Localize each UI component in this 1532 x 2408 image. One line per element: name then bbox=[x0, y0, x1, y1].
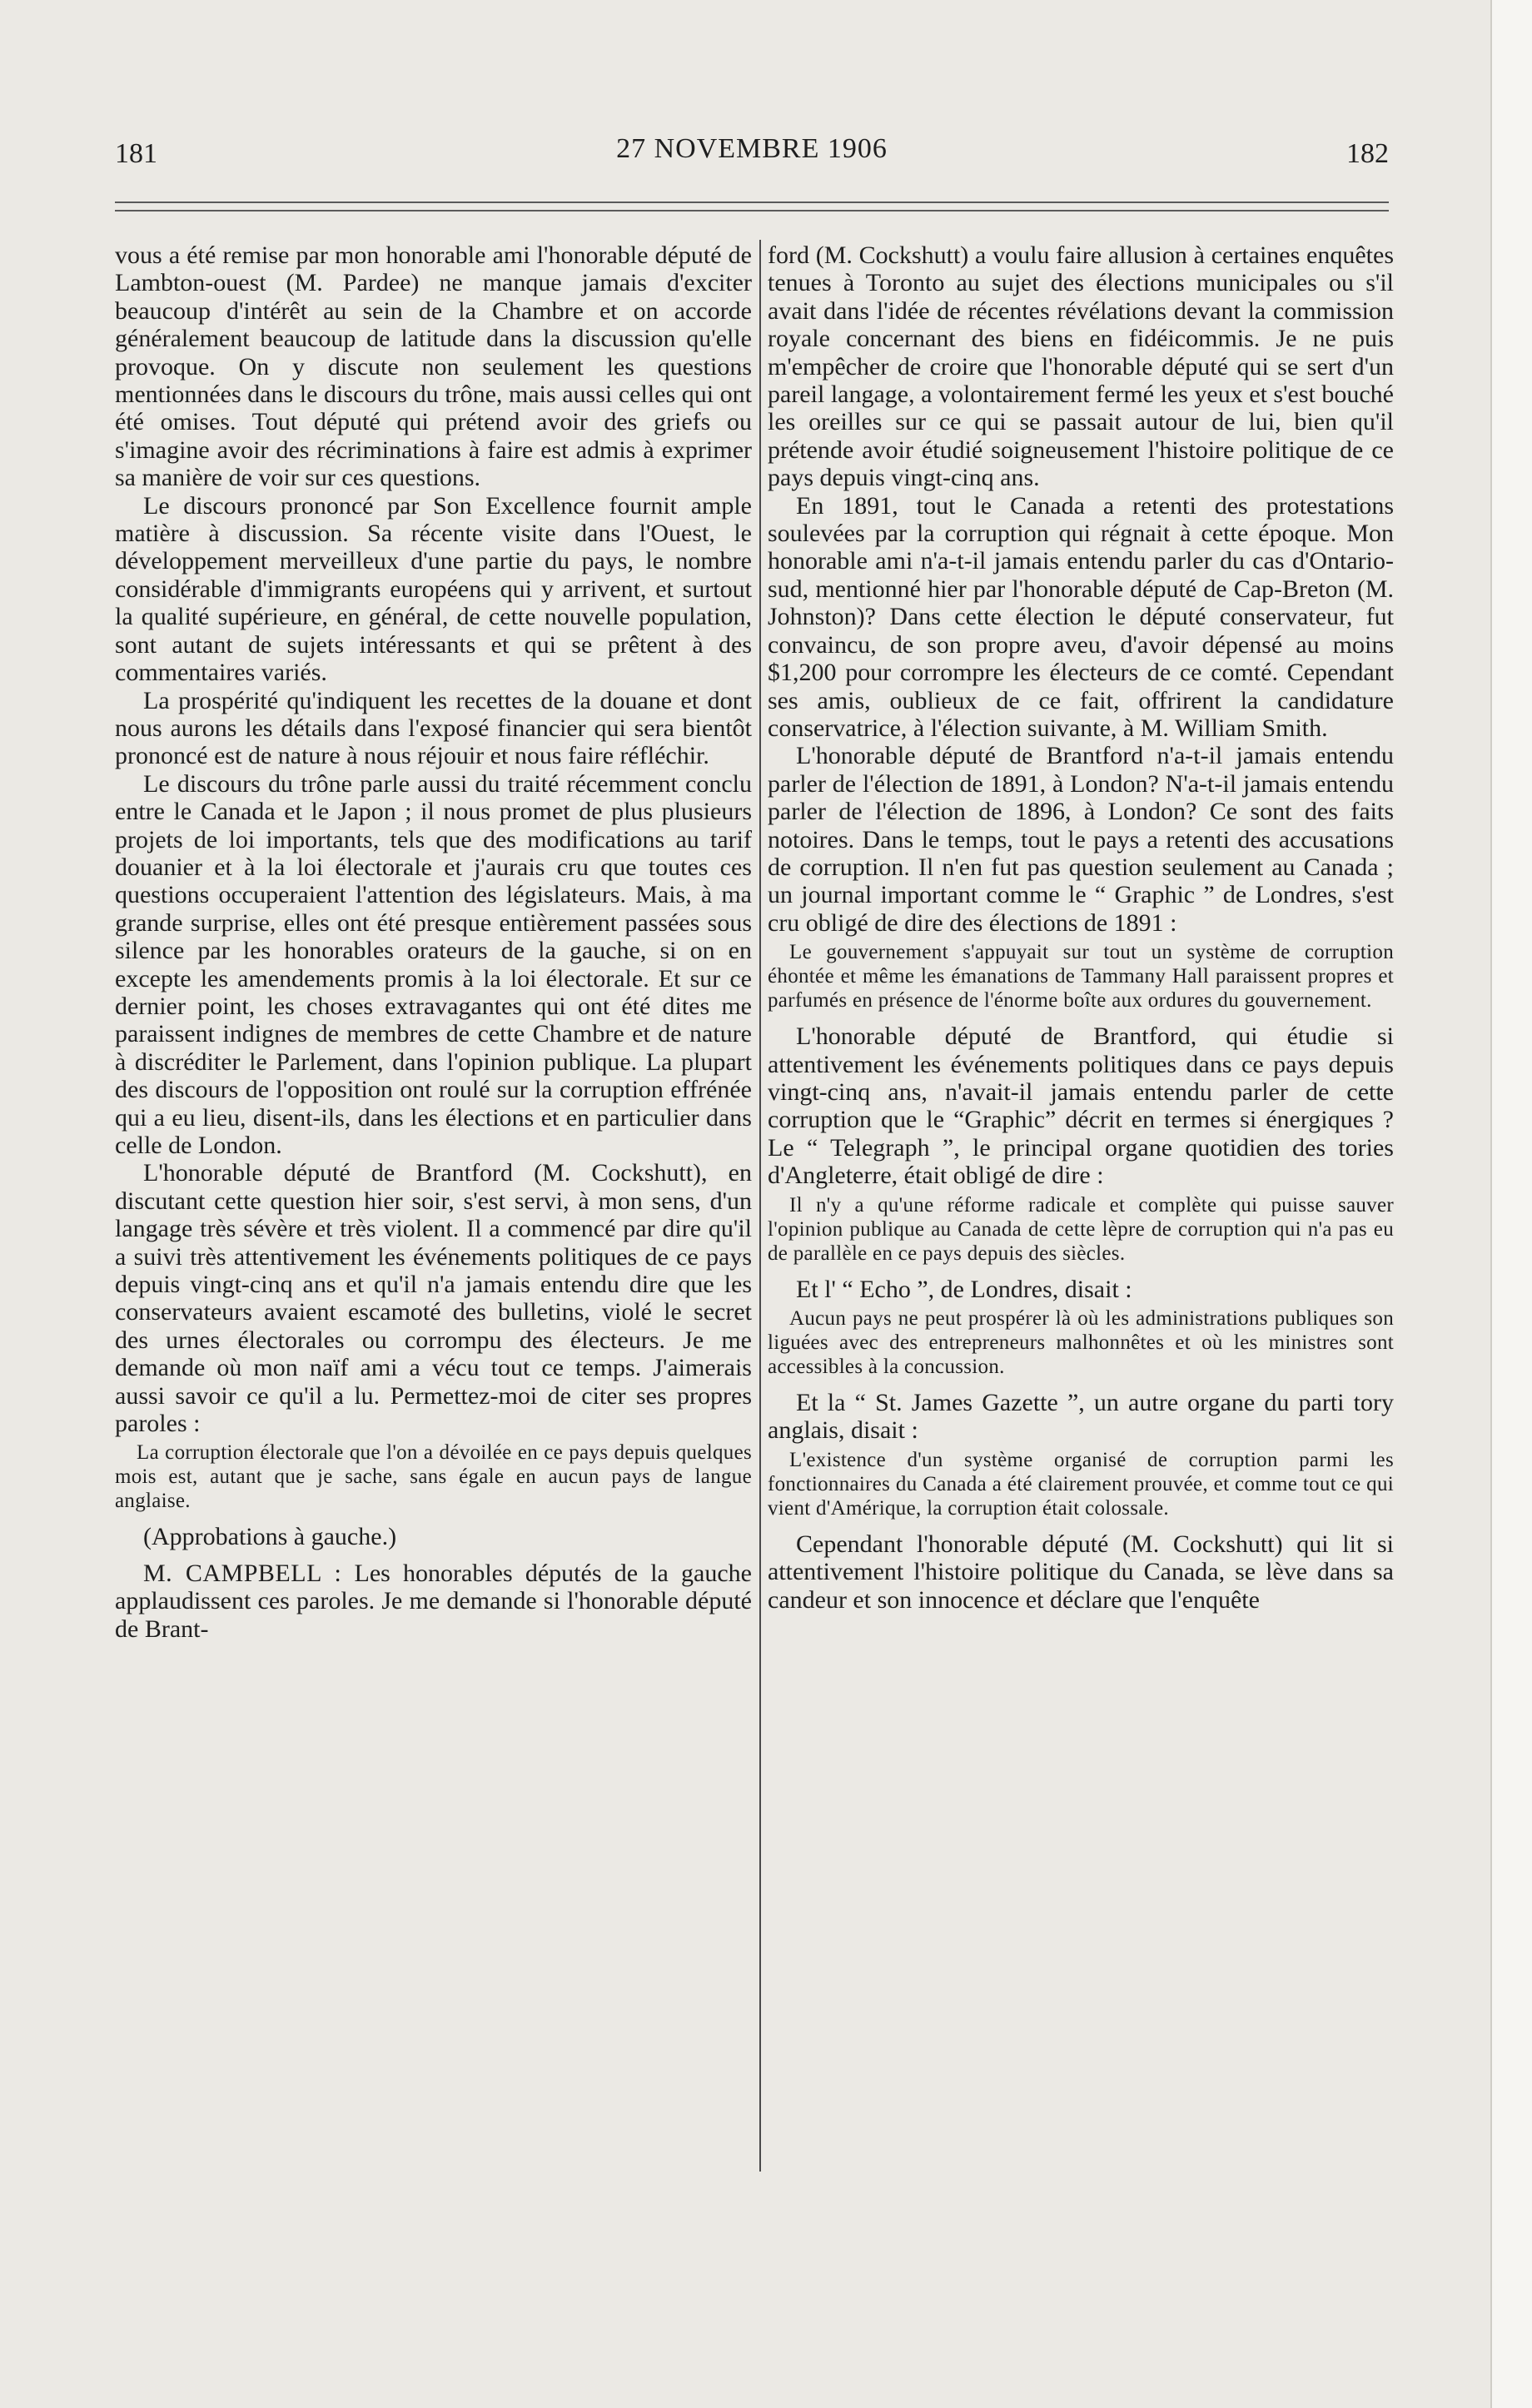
page-header bbox=[115, 133, 1389, 175]
page-number-right: 182 bbox=[1346, 138, 1389, 169]
paragraph: vous a été remise par mon honorable ami l'honorable député de Lambton-ouest (M. Pardee) ne manque jamais d'exciter beaucoup d'intérêt au sein de la Chambre et on accorde généralement beaucoup de latitude dans la discussion qu'elle provoque. On y discute non seulement les questions mentionnées dans le discours du trône, mais aussi celles qui ont été omises. Tout député qui prétend avoir des griefs ou s'imagine avoir des récriminations à faire est admis à exprimer sa manière de voir sur ces questions. bbox=[115, 241, 752, 492]
paragraph: Et l' “ Echo ”, de Londres, disait : bbox=[796, 1275, 1132, 1303]
paragraph: ford (M. Cockshutt) a voulu faire allusion à certaines enquêtes tenues à Toronto au sujet des élections municipales ou s'il avait dans l'idée de récentes révélations devant la commission royale concernant des biens en fidéicommis. Je ne puis m'empêcher de croire que l'honorable député qui se sert d'un pareil langage, a volontairement fermé les yeux et s'est bouché les oreilles sur ce qui se passait autour de lui, bien qu'il prétende avoir étudié soigneusement l'histoire politique de ce pays depuis vingt-cinq ans. bbox=[768, 241, 1394, 492]
header-rule-top bbox=[115, 201, 1389, 203]
page-number-left: 181 bbox=[115, 138, 157, 169]
quotation: Il n'y a qu'une réforme radicale et complète qui puisse sauver l'opinion publique au Canada de cette lèpre de corruption qui n'a pas eu de parallèle en ce pays depuis des siècles. bbox=[768, 1193, 1394, 1265]
left-column bbox=[115, 241, 752, 1643]
column-divider bbox=[759, 240, 761, 2172]
paragraph: La prospérité qu'indiquent les recettes de la douane et dont nous aurons les détails dans l'exposé financier qui sera bientôt prononcé est de nature à nous réjouir et nous faire réfléchir. bbox=[115, 686, 752, 770]
speech-text: Les honorables députés de la gauche applaudissent ces paroles. Je me demande si l'honorable député de Brant- bbox=[115, 1559, 753, 1643]
quotation: L'existence d'un système organisé de corruption parmi les fonctionnaires du Canada a été clairement prouvée, et comme tout ce qui vient d'Amérique, la corruption était colossale. bbox=[768, 1448, 1394, 1520]
speaker-paragraph bbox=[115, 1560, 752, 1643]
paragraph: L'honorable député de Brantford, qui étudie si attentivement les événements politiques dans ce pays depuis vingt-cinq ans, n'avait-il jamais entendu parler de cette corruption que le “Graphic” décrit en termes si énergiques ? Le “ Telegraph ”, le principal organe quotidien des tories d'Angleterre, était obligé de dire : bbox=[768, 1022, 1394, 1190]
right-column bbox=[768, 241, 1394, 1614]
quotation: Aucun pays ne peut prospérer là où les administrations publiques son liguées avec des entrepreneurs malhonnêtes et où les ministres sont accessibles à la concussion. bbox=[768, 1307, 1394, 1378]
header-date-title: 27 NOVEMBRE 1906 bbox=[616, 133, 888, 164]
quotation: Le gouvernement s'appuyait sur tout un système de corruption éhontée et même les émanations de Tammany Hall paraissent propres et parfumés en présence de l'énorme boîte aux ordures du gouvernement. bbox=[768, 941, 1394, 1012]
paragraph: Et la “ St. James Gazette ”, un autre organe du parti tory anglais, disait : bbox=[768, 1389, 1394, 1445]
paragraph: Le discours prononcé par Son Excellence fournit ample matière à discussion. Sa récente visite dans l'Ouest, le développement merveilleux d'une partie du pays, le nombre considérable d'immigrants européens qui y arrivent, et surtout la qualité supérieure, en général, de cette nouvelle population, sont autant de sujets intéressants et qui se prêtent à des commentaires variés. bbox=[115, 491, 752, 687]
paragraph: Cependant l'honorable député (M. Cockshutt) qui lit si attentivement l'histoire politique du Canada, se lève dans sa candeur et son innocence et déclare que l'enquête bbox=[768, 1530, 1394, 1614]
page-edge-margin bbox=[1490, 0, 1532, 2408]
paragraph: L'honorable député de Brantford (M. Cockshutt), en discutant cette question hier soir, s'est servi, à mon sens, d'un langage très sévère et très violent. Il a commencé par dire qu'il a suivi très attentivement les événements politiques de ce pays depuis vingt-cinq ans et qu'il n'a jamais entendu dire que les conservateurs avaient escamoté des bulletins, violé le secret des urnes électorales ou corrompu des électeurs. Je me demande où mon naïf ami a vécu tout ce temps. J'aimerais aussi savoir ce qu'il a lu. Permettez-moi de citer ses propres paroles : bbox=[115, 1159, 752, 1438]
quotation: La corruption électorale que l'on a dévoilée en ce pays depuis quelques mois est, autant que je sache, sans égale en aucun pays de langue anglaise. bbox=[115, 1441, 752, 1513]
speaker-name: M. CAMPBELL : bbox=[143, 1559, 342, 1587]
header-rule-bottom bbox=[115, 210, 1389, 211]
stage-direction: (Approbations à gauche.) bbox=[143, 1523, 397, 1551]
paragraph: En 1891, tout le Canada a retenti des protestations soulevées par la corruption qui régnait à cette époque. Mon honorable ami n'a-t-il jamais entendu parler du cas d'Ontario-sud, mentionné hier par l'honorable député de Cap-Breton (M. Johnston)? Dans cette élection le député conservateur, fut convaincu, de son propre aveu, d'avoir dépensé au moins $1,200 pour corrompre les électeurs de ce comté. Cependant ses amis, oublieux de ce fait, offrirent la candidature conservatrice, à l'élection suivante, à M. William Smith. bbox=[768, 491, 1394, 742]
paragraph: Le discours du trône parle aussi du traité récemment conclu entre le Canada et le Japon ; il nous promet de plus plusieurs projets de loi importants, tels que des modifications au tarif douanier et à la loi électorale et j'aurais cru que toutes ces questions occuperaient l'attention des législateurs. Mais, à ma grande surprise, elles ont été presque entièrement passées sous silence par les honorables orateurs de la gauche, si on en excepte les amendements promis à la loi électorale. Et sur ce dernier point, les choses extravagantes qui ont été dites me paraissent indignes de membres de cette Chambre et de nature à discréditer le Parlement, dans l'opinion publique. La plupart des discours de l'opposition ont roulé sur la corruption effrénée qui a eu lieu, disent-ils, dans les élections et en particulier dans celle de London. bbox=[115, 769, 752, 1159]
paragraph: L'honorable député de Brantford n'a-t-il jamais entendu parler de l'élection de 1891, à London? N'a-t-il jamais entendu parler de l'élection de 1896, à London? Ce sont des faits notoires. Dans le temps, tout le pays a retenti des accusations de corruption. Il n'en fut pas question seulement au Canada ; un journal important comme le “ Graphic ” de Londres, s'est cru obligé de dire des élections de 1891 : bbox=[768, 742, 1394, 937]
